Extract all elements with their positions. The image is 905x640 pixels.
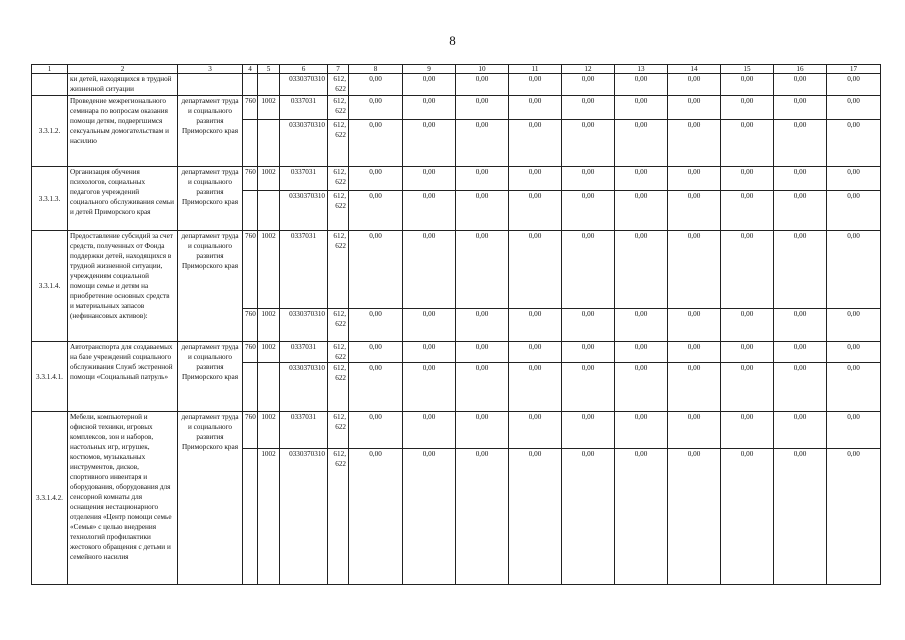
value-cell: 0,00 (668, 96, 721, 120)
rzpr-cell: 1002 (258, 342, 280, 363)
csr-cell: 0337031 (280, 342, 328, 363)
csr-cell: 0337031 (280, 167, 328, 191)
grbs-cell: 760 (243, 412, 258, 449)
col-header: 2 (68, 65, 178, 74)
vr-cell: 612, 622 (328, 412, 349, 449)
grbs-cell: 760 (243, 309, 258, 342)
vr-cell: 612, 622 (328, 342, 349, 363)
value-cell: 0,00 (721, 231, 774, 309)
item-name: Проведение межрегионального семинара по вопросам оказания помощи детям, подвергшимся сексуальным домогательствам и насилию (68, 96, 178, 167)
value-cell: 0,00 (403, 167, 456, 191)
value-cell: 0,00 (562, 96, 615, 120)
vr-cell: 612, 622 (328, 167, 349, 191)
grbs-cell: 760 (243, 231, 258, 309)
vr-cell: 612, 622 (328, 231, 349, 309)
value-cell: 0,00 (509, 231, 562, 309)
value-cell: 0,00 (615, 96, 668, 120)
value-cell: 0,00 (509, 449, 562, 585)
value-cell: 0,00 (456, 191, 509, 231)
value-cell: 0,00 (668, 309, 721, 342)
value-cell: 0,00 (456, 412, 509, 449)
value-cell: 0,00 (403, 412, 456, 449)
value-cell: 0,00 (827, 167, 881, 191)
value-cell: 0,00 (615, 74, 668, 96)
rzpr-cell: 1002 (258, 309, 280, 342)
value-cell: 0,00 (615, 309, 668, 342)
item-number: 3.3.1.4. (32, 231, 68, 342)
value-cell: 0,00 (403, 120, 456, 167)
value-cell: 0,00 (668, 342, 721, 363)
value-cell: 0,00 (615, 167, 668, 191)
value-cell: 0,00 (349, 342, 403, 363)
value-cell: 0,00 (774, 412, 827, 449)
value-cell: 0,00 (721, 120, 774, 167)
col-header: 6 (280, 65, 328, 74)
value-cell: 0,00 (615, 412, 668, 449)
value-cell: 0,00 (509, 191, 562, 231)
col-header: 1 (32, 65, 68, 74)
value-cell: 0,00 (721, 96, 774, 120)
col-header: 14 (668, 65, 721, 74)
value-cell: 0,00 (456, 309, 509, 342)
value-cell: 0,00 (349, 96, 403, 120)
executor: департамент труда и социального развития Приморского края (178, 231, 243, 342)
value-cell: 0,00 (509, 96, 562, 120)
value-cell: 0,00 (668, 449, 721, 585)
value-cell: 0,00 (562, 309, 615, 342)
value-cell: 0,00 (349, 231, 403, 309)
value-cell: 0,00 (349, 191, 403, 231)
vr-cell: 612, 622 (328, 120, 349, 167)
value-cell: 0,00 (668, 191, 721, 231)
item-name: Организация обучения психологов, социальных педагогов учреждений социального обслуживания семьи и детей Приморского края (68, 167, 178, 231)
value-cell: 0,00 (403, 231, 456, 309)
value-cell: 0,00 (774, 167, 827, 191)
value-cell: 0,00 (349, 449, 403, 585)
table-row (32, 342, 881, 363)
value-cell: 0,00 (668, 231, 721, 309)
value-cell: 0,00 (774, 191, 827, 231)
item-name: Предоставление субсидий за счет средств, полученных от Фонда поддержки детей, находящихся в трудной жизненной ситуации, учреждениям социальной помощи семье и детям на приобретение основных средств и материальных запасов (нефинансовых активов): (68, 231, 178, 342)
value-cell: 0,00 (615, 231, 668, 309)
value-cell: 0,00 (827, 96, 881, 120)
rzpr-cell: 1002 (258, 96, 280, 120)
csr-cell: 0330370310 (280, 191, 328, 231)
value-cell: 0,00 (721, 412, 774, 449)
grbs-cell: 760 (243, 167, 258, 191)
value-cell: 0,00 (562, 412, 615, 449)
value-cell: 0,00 (721, 342, 774, 363)
item-number: 3.3.1.2. (32, 96, 68, 167)
value-cell: 0,00 (562, 191, 615, 231)
csr-cell: 0330370310 (280, 363, 328, 412)
value-cell: 0,00 (403, 191, 456, 231)
item-name: Автотранспорта для создаваемых на базе учреждений социального обслуживания Служб экстренной помощи «Социальный патруль» (68, 342, 178, 412)
value-cell: 0,00 (456, 167, 509, 191)
value-cell: 0,00 (403, 449, 456, 585)
executor: департамент труда и социального развития Приморского края (178, 342, 243, 412)
rzpr-cell (258, 363, 280, 412)
col-header: 8 (349, 65, 403, 74)
vr-cell: 612, 622 (328, 449, 349, 585)
vr-cell: 612, 622 (328, 309, 349, 342)
table-row (32, 96, 881, 120)
item-name: Мебели, компьютерной и офисной техники, игровых комплексов, зон и наборов, настольных игр, игрушек, костюмов, музыкальных инструментов, дисков, спортивного инвентаря и оборудования, оборудования для сенсорной комнаты для оснащения нестационарного отделения «Центр помощи семье «Семья» с целью внедрения технологий профилактики жестокого обращения с детьми и семейного насилия (68, 412, 178, 585)
value-cell: 0,00 (349, 120, 403, 167)
csr-cell: 0330370310 (280, 74, 328, 96)
budget-table (31, 64, 881, 585)
value-cell: 0,00 (827, 412, 881, 449)
value-cell: 0,00 (509, 120, 562, 167)
value-cell: 0,00 (403, 96, 456, 120)
value-cell: 0,00 (456, 342, 509, 363)
value-cell: 0,00 (721, 309, 774, 342)
csr-cell: 0337031 (280, 96, 328, 120)
grbs-cell (243, 74, 258, 96)
value-cell: 0,00 (615, 342, 668, 363)
value-cell: 0,00 (509, 167, 562, 191)
value-cell: 0,00 (562, 363, 615, 412)
page-number: 8 (449, 33, 456, 48)
col-header: 3 (178, 65, 243, 74)
col-header: 5 (258, 65, 280, 74)
col-header: 16 (774, 65, 827, 74)
grbs-cell: 760 (243, 342, 258, 363)
value-cell: 0,00 (349, 309, 403, 342)
rzpr-cell: 1002 (258, 412, 280, 449)
value-cell: 0,00 (827, 363, 881, 412)
col-header: 10 (456, 65, 509, 74)
rzpr-cell: 1002 (258, 449, 280, 585)
value-cell: 0,00 (615, 449, 668, 585)
executor: департамент труда и социального развития Приморского края (178, 167, 243, 231)
value-cell: 0,00 (721, 191, 774, 231)
value-cell: 0,00 (509, 342, 562, 363)
grbs-cell (243, 449, 258, 585)
value-cell: 0,00 (774, 342, 827, 363)
executor (178, 74, 243, 96)
value-cell: 0,00 (774, 96, 827, 120)
value-cell: 0,00 (774, 231, 827, 309)
value-cell: 0,00 (349, 363, 403, 412)
value-cell: 0,00 (509, 363, 562, 412)
csr-cell: 0337031 (280, 231, 328, 309)
rzpr-cell (258, 191, 280, 231)
value-cell: 0,00 (403, 74, 456, 96)
value-cell: 0,00 (827, 120, 881, 167)
col-header: 7 (328, 65, 349, 74)
vr-cell: 612, 622 (328, 96, 349, 120)
item-name: ки детей, находящихся в трудной жизненной ситуации (68, 74, 178, 96)
col-header: 4 (243, 65, 258, 74)
rzpr-cell: 1002 (258, 167, 280, 191)
col-header: 12 (562, 65, 615, 74)
value-cell: 0,00 (509, 74, 562, 96)
value-cell: 0,00 (403, 309, 456, 342)
csr-cell: 0330370310 (280, 309, 328, 342)
value-cell: 0,00 (668, 363, 721, 412)
value-cell: 0,00 (774, 309, 827, 342)
value-cell: 0,00 (403, 363, 456, 412)
header-row (32, 65, 881, 74)
value-cell: 0,00 (615, 191, 668, 231)
value-cell: 0,00 (827, 231, 881, 309)
value-cell: 0,00 (456, 363, 509, 412)
value-cell: 0,00 (456, 96, 509, 120)
item-number (32, 74, 68, 96)
value-cell: 0,00 (615, 120, 668, 167)
rzpr-cell (258, 120, 280, 167)
value-cell: 0,00 (827, 309, 881, 342)
table-row (32, 412, 881, 449)
item-number: 3.3.1.4.1. (32, 342, 68, 412)
table-row (32, 231, 881, 309)
item-number: 3.3.1.4.2. (32, 412, 68, 585)
value-cell: 0,00 (562, 342, 615, 363)
csr-cell: 0337031 (280, 412, 328, 449)
value-cell: 0,00 (349, 74, 403, 96)
item-number: 3.3.1.3. (32, 167, 68, 231)
value-cell: 0,00 (774, 74, 827, 96)
value-cell: 0,00 (668, 412, 721, 449)
value-cell: 0,00 (827, 342, 881, 363)
value-cell: 0,00 (827, 74, 881, 96)
value-cell: 0,00 (721, 363, 774, 412)
col-header: 13 (615, 65, 668, 74)
executor: департамент труда и социального развития Приморского края (178, 96, 243, 167)
grbs-cell (243, 120, 258, 167)
value-cell: 0,00 (668, 74, 721, 96)
value-cell: 0,00 (349, 412, 403, 449)
grbs-cell (243, 191, 258, 231)
col-header: 9 (403, 65, 456, 74)
value-cell: 0,00 (403, 342, 456, 363)
col-header: 17 (827, 65, 881, 74)
value-cell: 0,00 (774, 120, 827, 167)
csr-cell: 0330370310 (280, 449, 328, 585)
value-cell: 0,00 (827, 191, 881, 231)
value-cell: 0,00 (562, 74, 615, 96)
rzpr-cell: 1002 (258, 231, 280, 309)
grbs-cell: 760 (243, 96, 258, 120)
table-row (32, 167, 881, 191)
value-cell: 0,00 (509, 309, 562, 342)
value-cell: 0,00 (456, 120, 509, 167)
value-cell: 0,00 (456, 449, 509, 585)
value-cell: 0,00 (615, 363, 668, 412)
value-cell: 0,00 (721, 74, 774, 96)
rzpr-cell (258, 74, 280, 96)
executor: департамент труда и социального развития Приморского края (178, 412, 243, 585)
value-cell: 0,00 (721, 449, 774, 585)
table-row (32, 74, 881, 96)
vr-cell: 612, 622 (328, 74, 349, 96)
col-header: 15 (721, 65, 774, 74)
value-cell: 0,00 (456, 74, 509, 96)
value-cell: 0,00 (562, 120, 615, 167)
value-cell: 0,00 (456, 231, 509, 309)
value-cell: 0,00 (562, 231, 615, 309)
value-cell: 0,00 (668, 167, 721, 191)
value-cell: 0,00 (827, 449, 881, 585)
value-cell: 0,00 (562, 167, 615, 191)
csr-cell: 0330370310 (280, 120, 328, 167)
value-cell: 0,00 (774, 363, 827, 412)
value-cell: 0,00 (721, 167, 774, 191)
vr-cell: 612, 622 (328, 363, 349, 412)
value-cell: 0,00 (774, 449, 827, 585)
vr-cell: 612, 622 (328, 191, 349, 231)
grbs-cell (243, 363, 258, 412)
value-cell: 0,00 (562, 449, 615, 585)
value-cell: 0,00 (349, 167, 403, 191)
value-cell: 0,00 (668, 120, 721, 167)
col-header: 11 (509, 65, 562, 74)
value-cell: 0,00 (509, 412, 562, 449)
